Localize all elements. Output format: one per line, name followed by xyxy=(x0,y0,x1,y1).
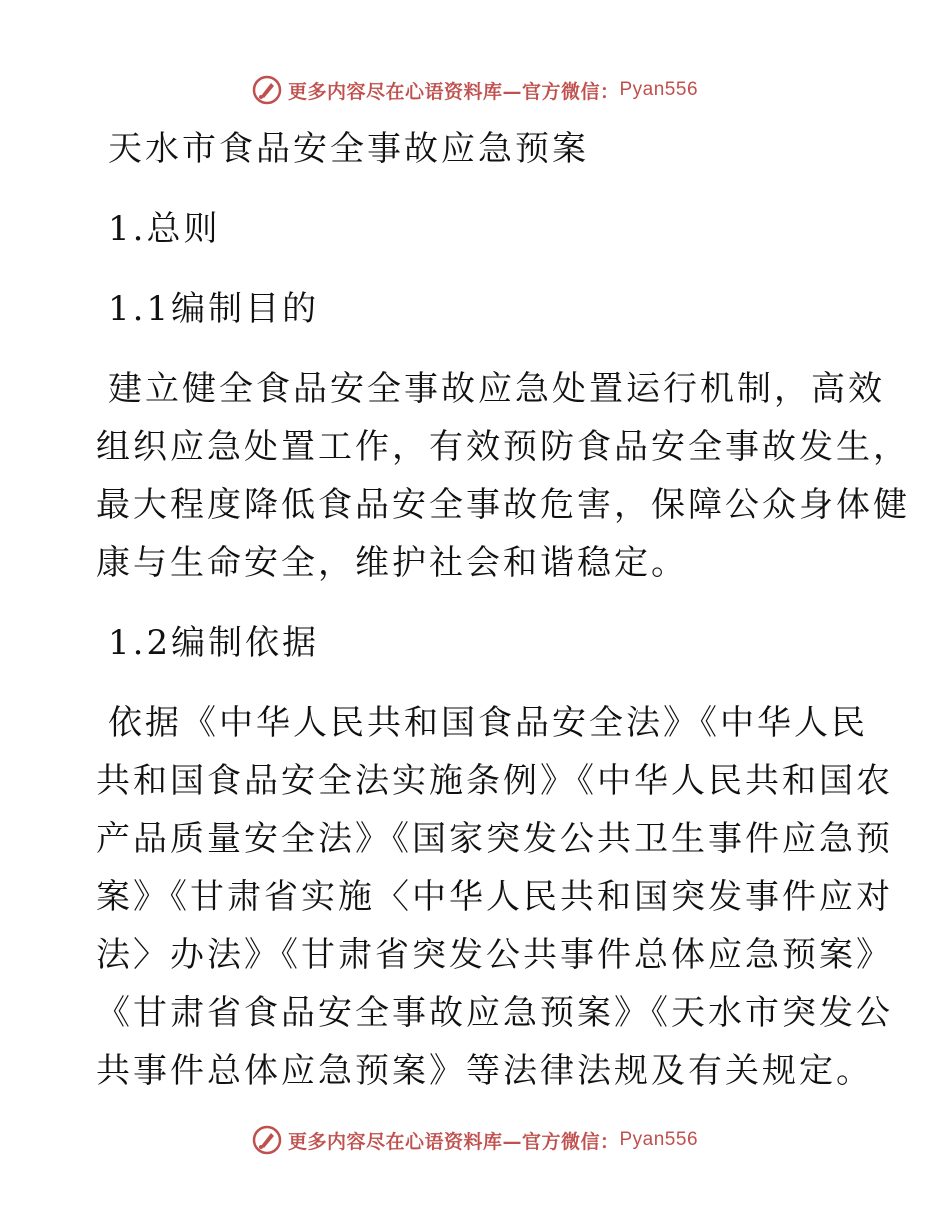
section-heading-1-1: 1.1编制目的 xyxy=(108,289,320,329)
section-heading-1: 1.总则 xyxy=(108,209,221,249)
header-watermark xyxy=(0,70,950,110)
paragraph-line: 共和国食品安全法实施条例》《中华人民共和国农 xyxy=(96,761,893,801)
watermark-wechat-id: Pyan556 xyxy=(619,79,699,100)
pen-logo-icon xyxy=(252,1125,282,1155)
paragraph-line: 法〉办法》《甘肃省突发公共事件总体应急预案》 xyxy=(96,935,893,975)
paragraph-purpose xyxy=(96,360,910,592)
watermark-wechat-id: Pyan556 xyxy=(619,1129,699,1150)
paragraph-basis xyxy=(96,694,893,1100)
paragraph-line: 最大程度降低食品安全事故危害，保障公众身体健 xyxy=(96,485,910,525)
paragraph-line: 建立健全食品安全事故应急处置运行机制，高效 xyxy=(108,369,885,409)
document-title: 天水市食品安全事故应急预案 xyxy=(108,129,589,169)
watermark-text: 更多内容尽在心语资料库—官方微信： xyxy=(287,1130,620,1153)
paragraph-line: 《甘肃省食品安全事故应急预案》《天水市突发公 xyxy=(96,993,893,1033)
paragraph-line: 康与生命安全，维护社会和谐稳定。 xyxy=(96,543,688,583)
paragraph-line: 案》《甘肃省实施〈中华人民共和国突发事件应对 xyxy=(96,877,893,917)
document-body xyxy=(96,120,910,1100)
paragraph-line: 共事件总体应急预案》等法律法规及有关规定。 xyxy=(96,1051,873,1091)
pen-logo-icon xyxy=(252,75,282,105)
paragraph-line: 组织应急处置工作，有效预防食品安全事故发生， xyxy=(96,427,910,467)
section-heading-1-2: 1.2编制依据 xyxy=(108,623,320,663)
watermark-text: 更多内容尽在心语资料库—官方微信： xyxy=(287,80,620,103)
footer-watermark xyxy=(0,1120,950,1160)
paragraph-line: 产品质量安全法》《国家突发公共卫生事件应急预 xyxy=(96,819,893,859)
paragraph-line: 依据《中华人民共和国食品安全法》《中华人民 xyxy=(108,703,868,743)
